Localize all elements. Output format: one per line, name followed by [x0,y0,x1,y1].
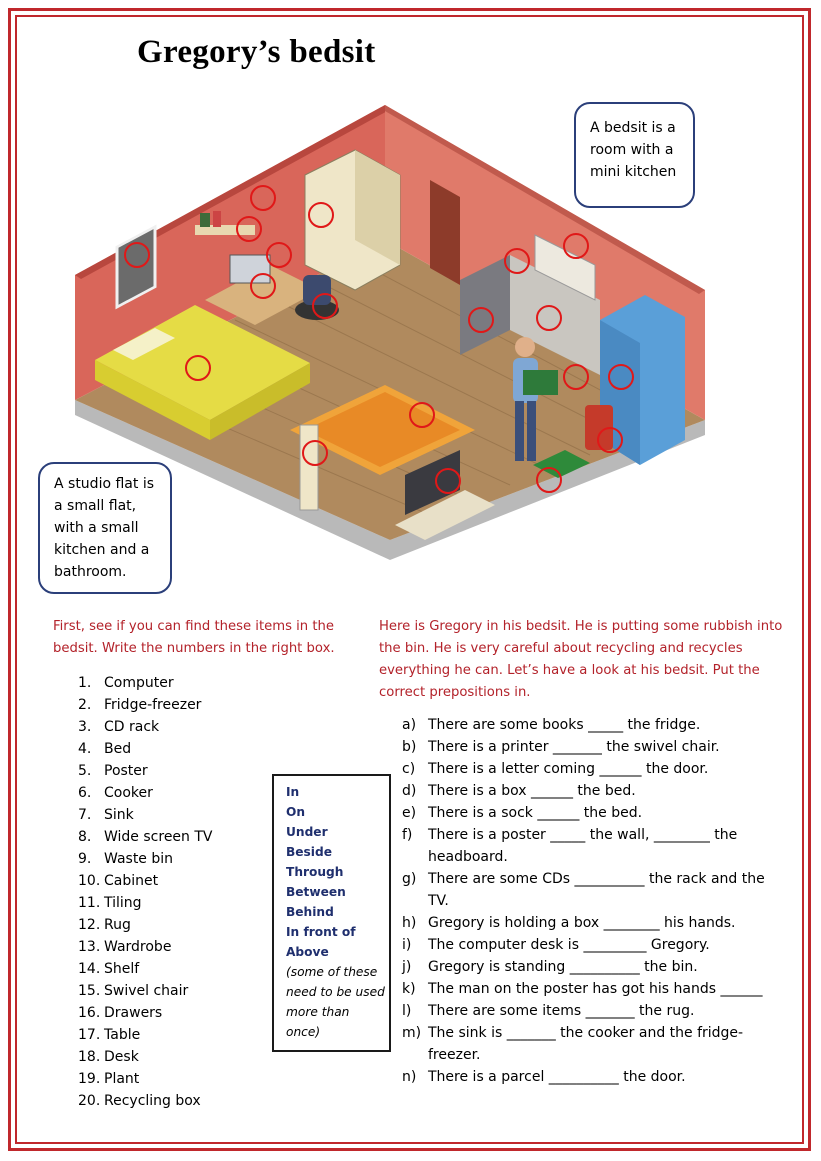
preposition-word: Above [286,945,329,959]
sentence-letter: n) [402,1069,417,1085]
sentence-text: There are some CDs __________ the rack and the TV. [428,871,765,909]
item-number: 20. [78,1093,101,1109]
sentences-list [402,714,782,1088]
item-label: Tiling [104,895,142,911]
item-label: Rug [104,917,131,933]
item-row [78,958,213,980]
sentence-letter: h) [402,915,417,931]
items-instruction: First, see if you can find these items in the bedsit. Write the numbers in the right box. [53,619,335,656]
sentence-text: There is a printer _______ the swivel chair. [428,739,720,755]
item-number: 2. [78,697,92,713]
item-row [78,672,213,694]
sentence-text: There is a box ______ the bed. [428,783,636,799]
item-number: 10. [78,873,101,889]
item-label: Swivel chair [104,983,189,999]
sentence-row [402,1066,782,1088]
preposition-note: (some of these need to be used more than once) [286,965,385,1039]
sentence-text: There is a letter coming ______ the door. [428,761,709,777]
item-number: 12. [78,917,101,933]
bedsit-definition-note: A bedsit is a room with a mini kitchen [574,102,695,208]
sentence-row [402,978,782,1000]
item-label: Wardrobe [104,939,172,955]
sentence-row [402,868,782,912]
item-row [78,892,213,914]
item-number: 16. [78,1005,101,1021]
item-row [78,870,213,892]
item-number: 18. [78,1049,101,1065]
item-label: Poster [104,763,148,779]
item-label: Recycling box [104,1093,201,1109]
item-row [78,782,213,804]
sentence-text: There is a poster _____ the wall, ________ the headboard. [428,827,738,865]
item-label: Table [104,1027,141,1043]
sentence-row [402,780,782,802]
item-row [78,1024,213,1046]
item-label: Plant [104,1071,140,1087]
sentence-row [402,912,782,934]
item-number: 13. [78,939,101,955]
sentence-text: There are some books _____ the fridge. [428,717,701,733]
sentence-text: Gregory is standing __________ the bin. [428,959,698,975]
sentence-letter: c) [402,761,416,777]
sentence-text: There are some items _______ the rug. [428,1003,695,1019]
sentence-row [402,1022,782,1066]
preposition-word: Beside [286,845,332,859]
item-label: Bed [104,741,132,757]
preposition-word: In front of [286,925,356,939]
item-row [78,716,213,738]
sentence-letter: f) [402,827,413,843]
sentence-letter: e) [402,805,417,821]
item-row [78,936,213,958]
preposition-word: Behind [286,905,334,919]
item-label: Sink [104,807,134,823]
prepositions-instruction: Here is Gregory in his bedsit. He is putting some rubbish into the bin. He is very careful about recycling and recycles everything he can. Let’s have a look at his bedsit. Put the correct prepositions in. [379,619,783,700]
preposition-word-box [272,774,391,1052]
studio-flat-definition-note: A studio flat is a small flat, with a small kitchen and a bathroom. [38,462,172,594]
item-number: 4. [78,741,92,757]
sentence-letter: j) [402,959,412,975]
sentence-row [402,1000,782,1022]
item-number: 8. [78,829,92,845]
sentence-letter: a) [402,717,417,733]
item-label: Computer [104,675,174,691]
item-row [78,804,213,826]
sentence-text: Gregory is holding a box ________ his hands. [428,915,736,931]
sentence-letter: b) [402,739,417,755]
preposition-word: In [286,785,300,799]
item-label: Waste bin [104,851,174,867]
sentence-row [402,956,782,978]
sentence-row [402,824,782,868]
preposition-word: Under [286,825,328,839]
item-number: 14. [78,961,101,977]
item-label: Cabinet [104,873,159,889]
sentence-letter: i) [402,937,412,953]
sentence-letter: l) [402,1003,412,1019]
item-row [78,1090,213,1112]
sentence-row [402,714,782,736]
sentence-row [402,934,782,956]
sentence-text: The sink is _______ the cooker and the fridge-freezer. [428,1025,744,1063]
preposition-word: On [286,805,306,819]
item-number: 7. [78,807,92,823]
item-label: Wide screen TV [104,829,213,845]
item-label: Desk [104,1049,139,1065]
sentence-row [402,736,782,758]
item-number: 19. [78,1071,101,1087]
items-list [78,672,213,1112]
sentence-letter: d) [402,783,417,799]
item-row [78,848,213,870]
item-number: 5. [78,763,92,779]
item-row [78,980,213,1002]
item-row [78,760,213,782]
item-row [78,1068,213,1090]
item-row [78,738,213,760]
item-label: Shelf [104,961,140,977]
sentence-row [402,758,782,780]
item-row [78,914,213,936]
item-number: 17. [78,1027,101,1043]
sentence-letter: m) [402,1025,422,1041]
item-number: 9. [78,851,92,867]
item-row [78,1046,213,1068]
item-label: Fridge-freezer [104,697,202,713]
item-row [78,1002,213,1024]
sentence-row [402,802,782,824]
item-number: 6. [78,785,92,801]
item-number: 3. [78,719,92,735]
sentence-letter: k) [402,981,416,997]
item-label: Drawers [104,1005,163,1021]
item-label: CD rack [104,719,160,735]
sentence-text: The computer desk is _________ Gregory. [428,937,710,953]
item-number: 1. [78,675,92,691]
item-row [78,826,213,848]
item-number: 15. [78,983,101,999]
page-title: Gregory’s bedsit [137,34,376,70]
sentence-text: There is a parcel __________ the door. [428,1069,686,1085]
preposition-word: Through [286,865,344,879]
item-row [78,694,213,716]
item-label: Cooker [104,785,153,801]
sentence-text: There is a sock ______ the bed. [428,805,643,821]
preposition-word: Between [286,885,346,899]
item-number: 11. [78,895,101,911]
sentence-letter: g) [402,871,417,887]
sentence-text: The man on the poster has got his hands ______ [428,981,763,997]
